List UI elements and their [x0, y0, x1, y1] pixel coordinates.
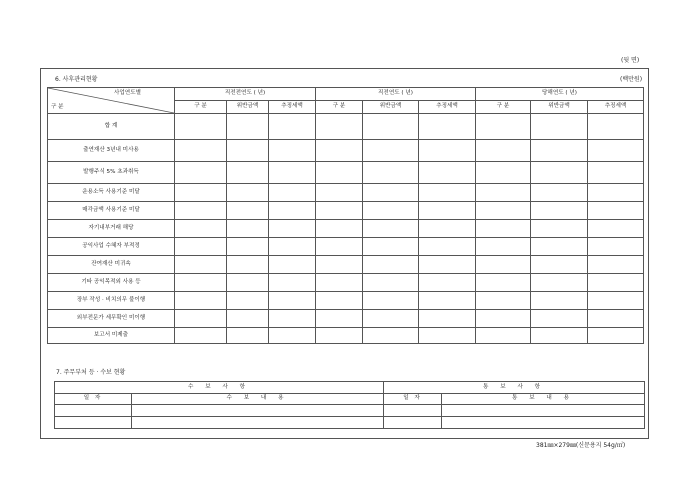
input-cell[interactable]	[419, 202, 476, 220]
input-cell[interactable]	[227, 184, 269, 202]
input-cell[interactable]	[175, 162, 227, 184]
input-cell[interactable]	[476, 202, 531, 220]
status-rows	[48, 114, 644, 344]
input-cell[interactable]	[476, 328, 531, 344]
row-label: 잔여재산 미귀속	[48, 256, 175, 274]
section7-title: 7. 주무부처 등 · 수보 현황	[56, 369, 126, 376]
input-cell[interactable]	[316, 238, 363, 256]
input-cell[interactable]	[363, 162, 419, 184]
input-cell[interactable]	[316, 274, 363, 292]
subcol-header: 구 분	[316, 101, 363, 114]
subcol-header: 추징세액	[269, 101, 316, 114]
input-cell[interactable]	[269, 202, 316, 220]
input-cell[interactable]	[175, 328, 227, 344]
input-cell[interactable]	[476, 162, 531, 184]
input-cell[interactable]	[316, 310, 363, 328]
input-cell[interactable]	[588, 114, 644, 140]
row-label: 출연재산 3년내 미사용	[48, 140, 175, 162]
row-label: 운용소득 사용기준 미달	[48, 184, 175, 202]
input-cell[interactable]	[363, 184, 419, 202]
input-cell[interactable]	[588, 202, 644, 220]
input-cell[interactable]	[531, 310, 588, 328]
input-cell[interactable]	[227, 220, 269, 238]
status-row	[48, 328, 644, 344]
input-cell[interactable]	[227, 274, 269, 292]
input-cell[interactable]	[269, 256, 316, 274]
input-cell[interactable]	[175, 274, 227, 292]
input-cell[interactable]	[476, 184, 531, 202]
received-date-header: 일 자	[55, 394, 132, 405]
input-cell[interactable]	[363, 274, 419, 292]
input-cell[interactable]	[227, 114, 269, 140]
input-cell[interactable]	[588, 310, 644, 328]
input-cell[interactable]	[227, 238, 269, 256]
input-cell[interactable]	[175, 140, 227, 162]
diag-bottom-label: 구 분	[51, 104, 64, 110]
input-cell[interactable]	[419, 274, 476, 292]
input-cell[interactable]	[363, 238, 419, 256]
input-cell[interactable]	[588, 220, 644, 238]
period-header: 직전전연도 ( 년)	[175, 88, 316, 101]
row-label: 합 계	[48, 114, 175, 140]
page-side-label: (뒷 면)	[621, 57, 640, 64]
received-header: 수 보 사 항	[55, 382, 384, 394]
subcol-header: 구 분	[476, 101, 531, 114]
input-cell[interactable]	[175, 238, 227, 256]
input-cell[interactable]	[442, 405, 645, 417]
input-cell[interactable]	[269, 184, 316, 202]
input-cell[interactable]	[419, 310, 476, 328]
input-cell[interactable]	[269, 292, 316, 310]
input-cell[interactable]	[588, 292, 644, 310]
input-cell[interactable]	[363, 256, 419, 274]
status-row	[48, 310, 644, 328]
input-cell[interactable]	[419, 184, 476, 202]
input-cell[interactable]	[476, 238, 531, 256]
status-row	[48, 202, 644, 220]
input-cell[interactable]	[269, 114, 316, 140]
diag-top-label: 사업연도별	[114, 90, 142, 96]
status-row	[48, 256, 644, 274]
input-cell[interactable]	[227, 328, 269, 344]
input-cell[interactable]	[363, 310, 419, 328]
row-label: 자기내부거래 해당	[48, 220, 175, 238]
status-row	[48, 162, 644, 184]
input-cell[interactable]	[531, 256, 588, 274]
input-cell[interactable]	[55, 405, 132, 417]
input-cell[interactable]	[588, 140, 644, 162]
input-cell[interactable]	[316, 202, 363, 220]
input-cell[interactable]	[269, 310, 316, 328]
input-cell[interactable]	[269, 140, 316, 162]
received-content-header: 수 보 내 용	[132, 394, 384, 405]
input-cell[interactable]	[227, 292, 269, 310]
paper-spec-footer: 381㎜×279㎜(신문용지 54g/㎡)	[536, 442, 626, 449]
input-cell[interactable]	[363, 202, 419, 220]
input-cell[interactable]	[419, 220, 476, 238]
management-status-table	[47, 87, 644, 344]
input-cell[interactable]	[316, 162, 363, 184]
status-row	[48, 238, 644, 256]
period-header: 직전연도 ( 년)	[316, 88, 476, 101]
input-cell[interactable]	[442, 417, 645, 429]
input-cell[interactable]	[476, 292, 531, 310]
input-cell[interactable]	[316, 184, 363, 202]
input-cell[interactable]	[175, 310, 227, 328]
input-cell[interactable]	[227, 140, 269, 162]
input-cell[interactable]	[384, 405, 442, 417]
input-cell[interactable]	[363, 140, 419, 162]
input-cell[interactable]	[363, 220, 419, 238]
row-label: 외부전문가 세무확인 미이행	[48, 310, 175, 328]
input-cell[interactable]	[175, 202, 227, 220]
input-cell[interactable]	[227, 256, 269, 274]
input-cell[interactable]	[175, 220, 227, 238]
input-cell[interactable]	[531, 114, 588, 140]
input-cell[interactable]	[476, 256, 531, 274]
subcol-header: 구 분	[175, 101, 227, 114]
input-cell[interactable]	[531, 274, 588, 292]
input-cell[interactable]	[384, 417, 442, 429]
input-cell[interactable]	[269, 220, 316, 238]
input-cell[interactable]	[531, 220, 588, 238]
status-row	[48, 292, 644, 310]
input-cell[interactable]	[531, 162, 588, 184]
input-cell[interactable]	[476, 140, 531, 162]
input-cell[interactable]	[588, 238, 644, 256]
row-label: 매각금액 사용기준 미달	[48, 202, 175, 220]
input-cell[interactable]	[476, 220, 531, 238]
input-cell[interactable]	[316, 292, 363, 310]
diagonal-line	[48, 88, 174, 113]
subcol-header: 추징세액	[588, 101, 644, 114]
input-cell[interactable]	[588, 162, 644, 184]
input-cell[interactable]	[316, 140, 363, 162]
input-cell[interactable]	[419, 328, 476, 344]
row-label: 기타 공익목적외 사용 등	[48, 274, 175, 292]
input-cell[interactable]	[531, 184, 588, 202]
input-cell[interactable]	[419, 140, 476, 162]
input-cell[interactable]	[227, 162, 269, 184]
notified-content-header: 통 보 내 용	[442, 394, 645, 405]
status-row	[48, 274, 644, 292]
subcol-header: 추징세액	[419, 101, 476, 114]
input-cell[interactable]	[588, 256, 644, 274]
status-row	[48, 220, 644, 238]
subcol-header: 위반금액	[227, 101, 269, 114]
input-cell[interactable]	[316, 114, 363, 140]
input-cell[interactable]	[227, 202, 269, 220]
input-cell[interactable]	[316, 220, 363, 238]
input-cell[interactable]	[175, 292, 227, 310]
input-cell[interactable]	[175, 256, 227, 274]
input-cell[interactable]	[363, 114, 419, 140]
input-cell[interactable]	[269, 162, 316, 184]
row-label: 공익사업 수혜자 부적정	[48, 238, 175, 256]
input-cell[interactable]	[316, 256, 363, 274]
input-cell[interactable]	[476, 310, 531, 328]
input-cell[interactable]	[363, 328, 419, 344]
input-cell[interactable]	[588, 328, 644, 344]
row-label: 장부 작성 · 비치의무 불이행	[48, 292, 175, 310]
input-cell[interactable]	[531, 140, 588, 162]
input-cell[interactable]	[55, 417, 132, 429]
input-cell[interactable]	[132, 405, 384, 417]
section6-title: 6. 사후관리현황	[55, 76, 98, 83]
input-cell[interactable]	[363, 292, 419, 310]
notified-date-header: 일 자	[384, 394, 442, 405]
input-cell[interactable]	[316, 328, 363, 344]
diagonal-header-cell	[48, 88, 175, 114]
input-cell[interactable]	[588, 274, 644, 292]
input-cell[interactable]	[175, 114, 227, 140]
subcol-header: 위반금액	[363, 101, 419, 114]
row-label: 보고서 미제출	[48, 328, 175, 344]
status-row	[48, 140, 644, 162]
period-header: 당해연도 ( 년)	[476, 88, 644, 101]
input-cell[interactable]	[269, 328, 316, 344]
input-cell[interactable]	[269, 274, 316, 292]
input-cell[interactable]	[531, 202, 588, 220]
input-cell[interactable]	[227, 310, 269, 328]
input-cell[interactable]	[175, 184, 227, 202]
section6-unit: (백만원)	[620, 76, 643, 83]
notice-status-table	[54, 381, 645, 429]
notified-header: 통 보 사 항	[384, 382, 645, 394]
input-cell[interactable]	[419, 292, 476, 310]
input-cell[interactable]	[531, 292, 588, 310]
input-cell[interactable]	[476, 274, 531, 292]
input-cell[interactable]	[531, 328, 588, 344]
input-cell[interactable]	[132, 417, 384, 429]
subcol-header: 위반금액	[531, 101, 588, 114]
status-row	[48, 184, 644, 202]
input-cell[interactable]	[588, 184, 644, 202]
status-row	[48, 114, 644, 140]
input-cell[interactable]	[269, 238, 316, 256]
input-cell[interactable]	[531, 238, 588, 256]
input-cell[interactable]	[476, 114, 531, 140]
input-cell[interactable]	[419, 114, 476, 140]
input-cell[interactable]	[419, 256, 476, 274]
input-cell[interactable]	[419, 238, 476, 256]
input-cell[interactable]	[419, 162, 476, 184]
row-label: 발행주식 5% 초과취득	[48, 162, 175, 184]
